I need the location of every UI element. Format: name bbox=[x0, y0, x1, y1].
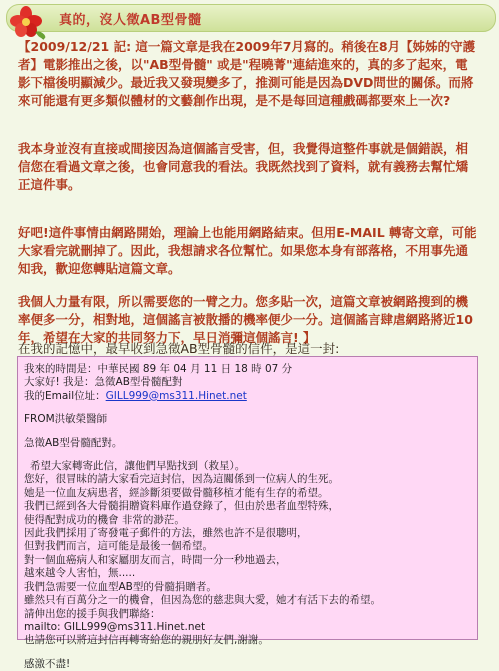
mailto-line[interactable]: mailto: GILL999@ms311.Hinet.net bbox=[24, 620, 206, 633]
article-paragraph-2: 我本身並沒有直接或間接因為這個謠言受害，但，我覺得這整件事就是個錯誤，相信您在看過文章之後，也會同意我的看法。我既然找到了資料，就有義務去幫忙矯正這件事。 bbox=[18, 141, 469, 192]
post-title: 真的，沒人徵AB型骨髓 bbox=[59, 13, 202, 28]
email-link[interactable]: GILL999@ms311.Hinet.net bbox=[105, 389, 247, 402]
letter-line: 對一個血癌病人和家屬朋友而言，時間一分一秒地過去， bbox=[24, 553, 287, 566]
letter-line: 使得配對成功的機會 非常的渺茫。 bbox=[24, 513, 185, 526]
letter-closing: 感激不盡! bbox=[24, 657, 71, 670]
quoted-letter-box bbox=[17, 356, 478, 670]
letter-intro-text: 在我的記憶中，最早收到急徵AB型骨髓的信件，是這一封: bbox=[18, 341, 340, 356]
letter-line: 但對我們而言，這可能是最後一個希望。 bbox=[24, 540, 213, 553]
post-header-bar bbox=[6, 4, 496, 32]
letter-email-line bbox=[24, 390, 471, 403]
letter-line: 她是一位血友病患者，經診斷須要做骨髓移植才能有生存的希望。 bbox=[24, 486, 329, 499]
letter-line: 我們已經到各大骨髓捐贈資料庫作過登錄了，但由於患者血型特殊， bbox=[24, 500, 339, 513]
letter-email-label: 我的Email位址： bbox=[24, 389, 106, 402]
letter-line: 請伸出您的援手與我們聯絡： bbox=[24, 607, 161, 620]
letter-line: 我們急需要一位血型AB型的骨髓捐贈者。 bbox=[24, 580, 217, 593]
article-paragraph-1: 【2009/12/21 記: 這一篇文章是我在2009年7月寫的。稍後在8月【姊姊的守護者】電影推出之後，以"AB型骨髓" 或是"程曉菁"連結進來的，真的多了起來，電影下檔後明顯減少。最近我又發現變多了，推測可能是因為DVD問世的關係。而將來可能還有更多類似體材的文藝創作出現，是不是每回這種戲碼都要來上一次? bbox=[18, 39, 476, 108]
article-paragraph-4: 我個人力量有限，所以需要您的一臂之力。您多貼一次，這篇文章被網路搜到的機率便多一分，相對地，這個謠言被散播的機率便少一分。這個謠言肆虐網路將近10年，希望在大家的共同努力下，早日消彌這個謠言! 】 bbox=[18, 294, 473, 345]
letter-line: 急徵AB型骨髓配對。 bbox=[24, 436, 123, 449]
letter-line: 我來的時間是：中華民國 89 年 04 月 11 日 18 時 07 分 bbox=[24, 363, 293, 375]
letter-line: 也請您可以將這封信再轉寄給您的親朋好友們,謝謝。 bbox=[24, 634, 269, 647]
letter-line: 希望大家轉寄此信，讓他們早點找到（救星）。 bbox=[30, 460, 246, 473]
letter-line: 因此我們採用了寄發電子郵件的方法，雖然也許不是很聰明， bbox=[24, 527, 308, 540]
letter-line: 越來越令人害怕，無..... bbox=[24, 567, 136, 580]
letter-line: 您好，很冒昧的請大家看完這封信，因為這關係到一位病人的生死。 bbox=[24, 473, 339, 486]
letter-line: FROM洪敏榮醫師 bbox=[24, 413, 108, 426]
red-flower-icon bbox=[8, 3, 48, 41]
letter-line: 雖然只有百萬分之一的機會，但因為您的慈悲與大愛，她才有活下去的希望。 bbox=[24, 594, 381, 607]
letter-line: 大家好! 我是：急徵AB型骨髓配對 bbox=[24, 376, 183, 389]
article-paragraph-3: 好吧!這件事情由網路開始，理論上也能用網路結束。但用E-MAIL 轉寄文章，可能大家看完就刪掉了。因此，我想請求各位幫忙。如果您本身有部落格，不用事先通知我，歡迎您轉貼這篇文章。 bbox=[18, 225, 477, 276]
